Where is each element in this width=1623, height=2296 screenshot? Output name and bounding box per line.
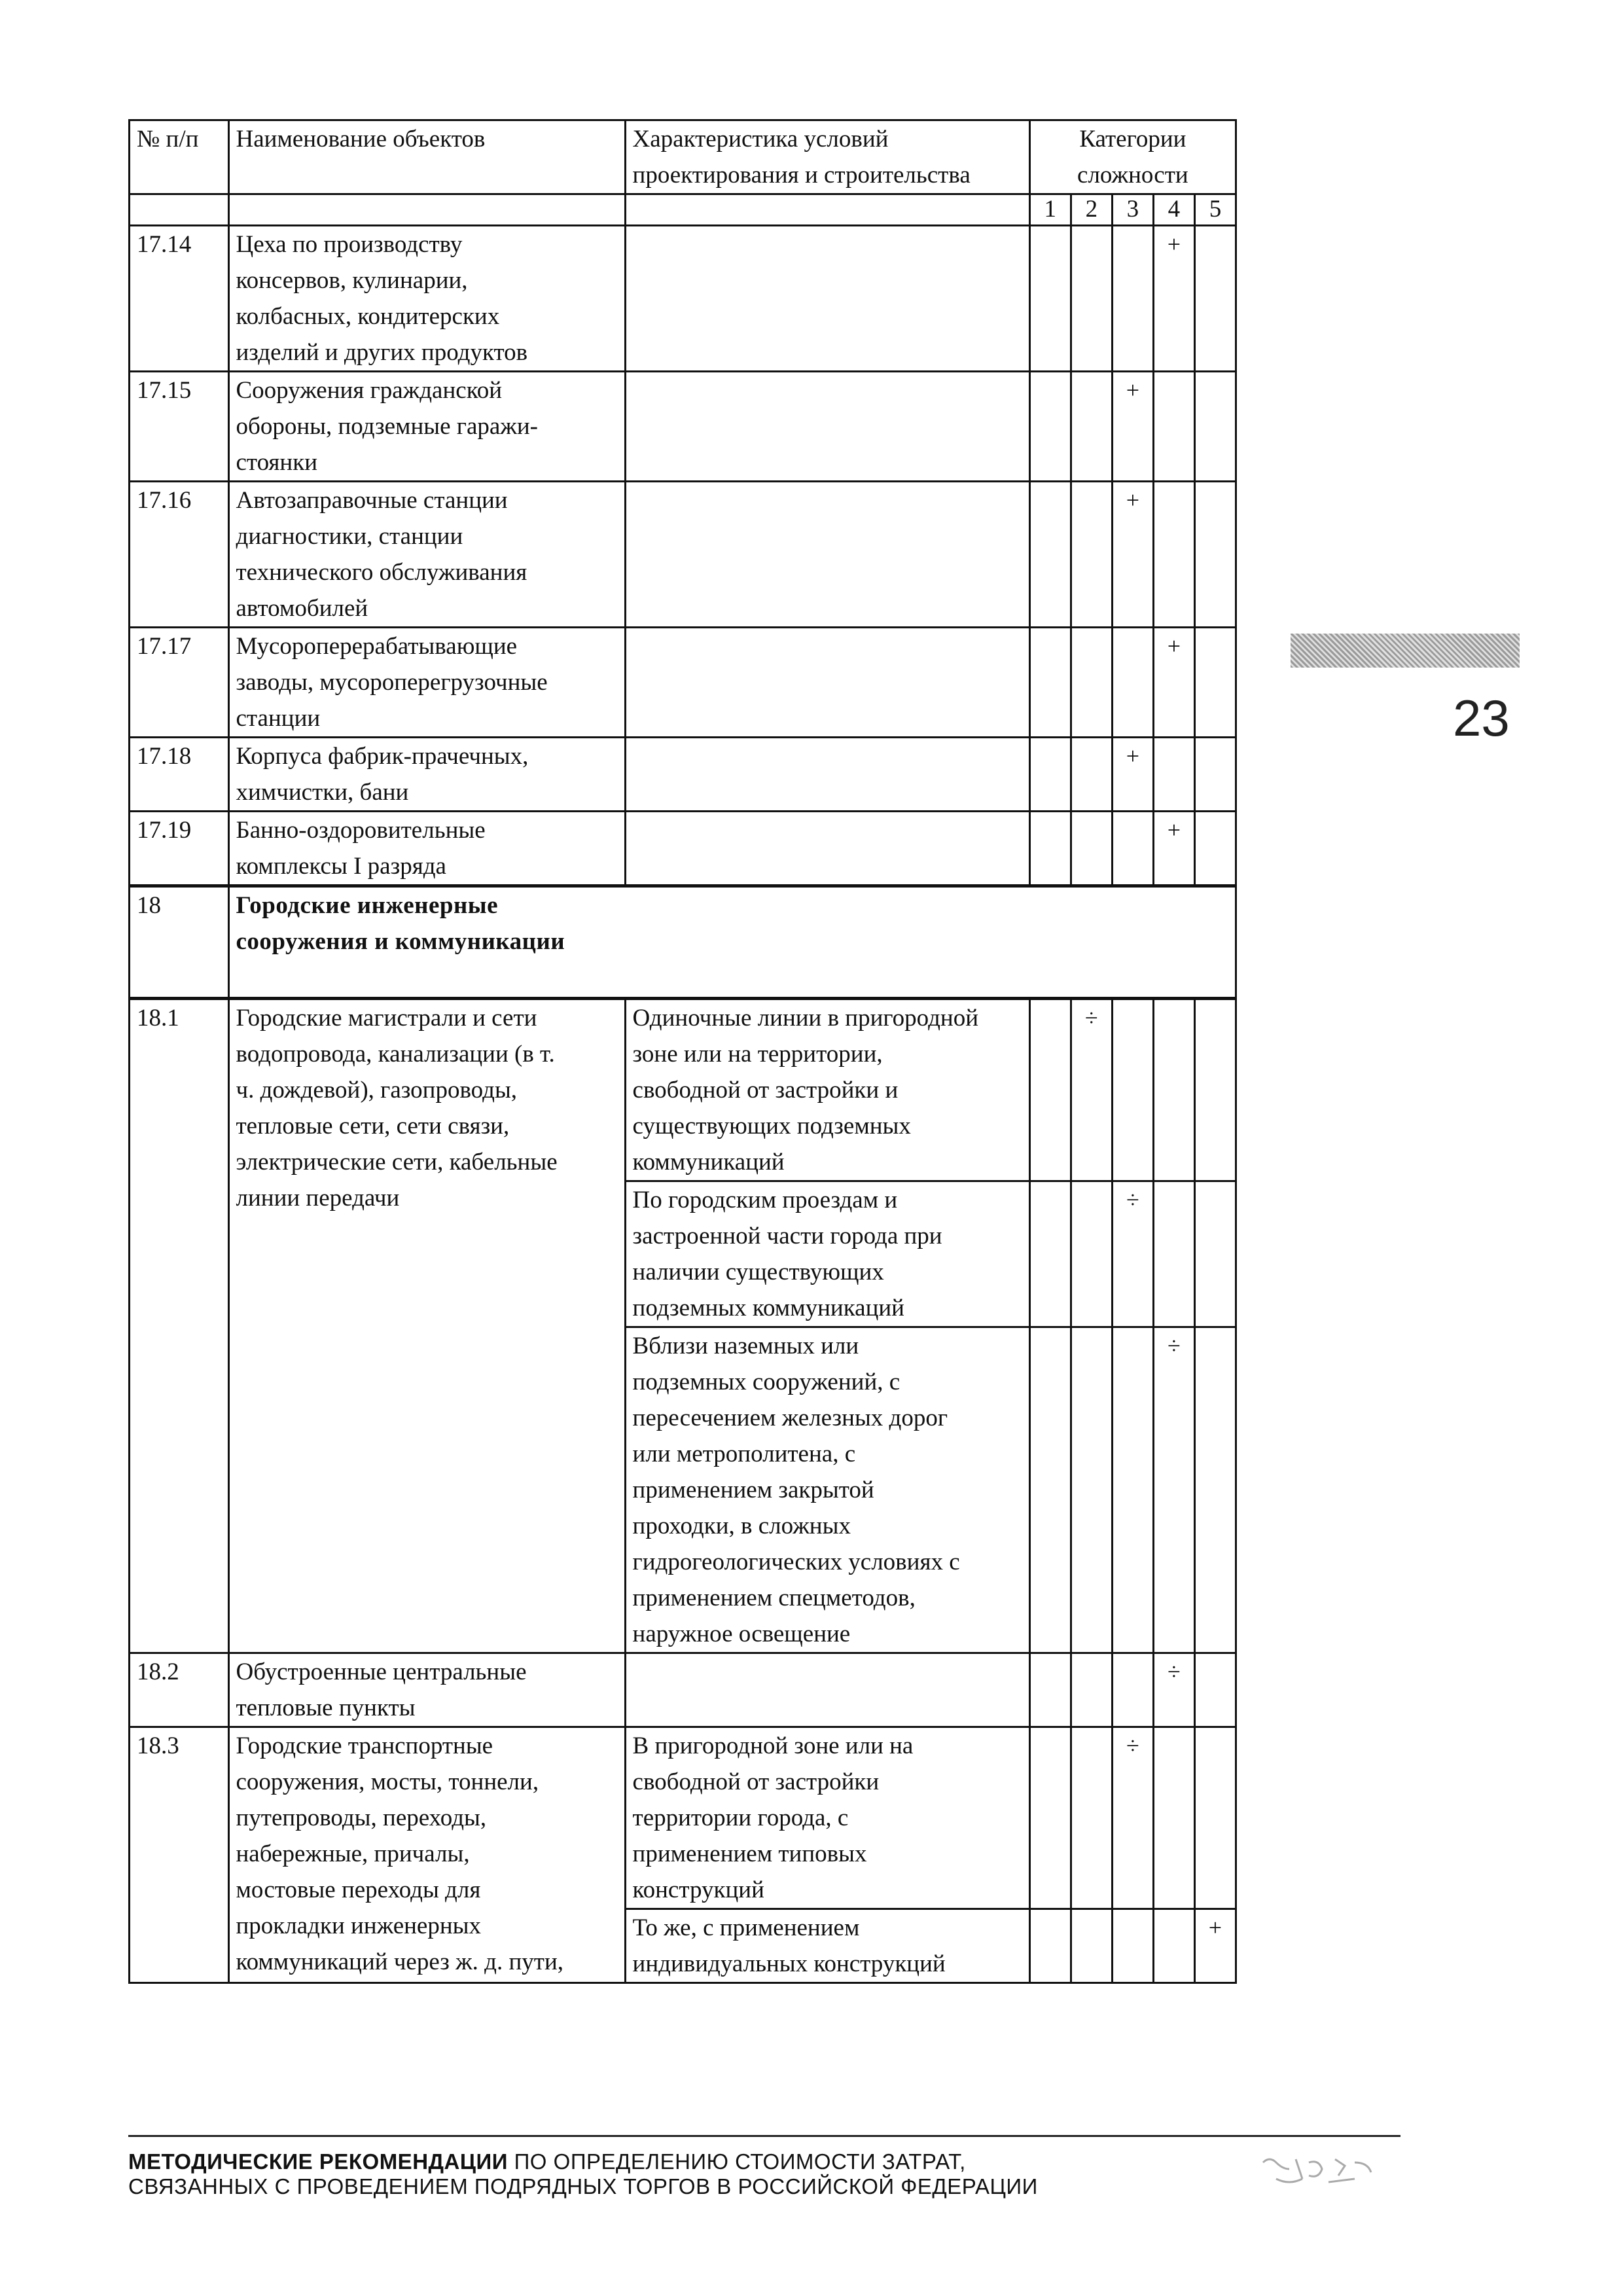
- row-num: 17.15: [130, 372, 229, 482]
- header-categories: Категории сложности: [1029, 120, 1236, 194]
- row-condition: Одиночные линии в пригородной зоне или на территории, свободной от застройки и существующих подземных коммуникаций: [625, 999, 1029, 1181]
- cat-number-4: 4: [1153, 194, 1194, 226]
- header-row: [130, 120, 1236, 194]
- row-num: 17.18: [130, 738, 229, 812]
- row-condition: [625, 226, 1029, 372]
- section-row: [130, 886, 1236, 999]
- row-num: 17.14: [130, 226, 229, 372]
- header-conditions: Характеристика условий проектирования и строительства: [625, 120, 1029, 194]
- category-mark: +: [1167, 231, 1181, 257]
- table-row: [130, 628, 1236, 738]
- header-name: Наименование объектов: [228, 120, 625, 194]
- row-condition: В пригородной зоне или на свободной от застройки территории города, с применением типовых конструкций: [625, 1727, 1029, 1909]
- header-num: № п/п: [130, 120, 229, 194]
- category-mark: +: [1208, 1914, 1222, 1941]
- side-tab-bar: [1291, 634, 1520, 668]
- table-row: [130, 226, 1236, 372]
- row-num: 17.19: [130, 812, 229, 886]
- cat-number-2: 2: [1071, 194, 1112, 226]
- category-mark: ÷: [1126, 1732, 1139, 1759]
- row-condition: Вблизи наземных или подземных сооружений, с пересечением железных дорог или метрополитена, с применением закрытой проходки, в сложных гидрогеологических условиях с применением спецметодов, наружное освещение: [625, 1327, 1029, 1653]
- footer-line-2: СВЯЗАННЫХ С ПРОВЕДЕНИЕМ ПОДРЯДНЫХ ТОРГОВ В РОССИЙСКОЙ ФЕДЕРАЦИИ: [128, 2174, 1038, 2198]
- row-condition: [625, 372, 1029, 482]
- row-condition: [625, 482, 1029, 628]
- row-condition: По городским проездам и застроенной части города при наличии существующих подземных коммуникаций: [625, 1181, 1029, 1327]
- table-row: [130, 372, 1236, 482]
- footer-line-1-rest: ПО ОПРЕДЕЛЕНИЮ СТОИМОСТИ ЗАТРАТ,: [507, 2149, 966, 2174]
- table-row: [130, 1653, 1236, 1727]
- row-condition: [625, 1653, 1029, 1727]
- row-condition: То же, с применением индивидуальных конструкций: [625, 1909, 1029, 1983]
- table-row: [130, 482, 1236, 628]
- stamp-mark: [1257, 2149, 1387, 2195]
- row-num: 18.1: [130, 999, 229, 1653]
- category-mark: +: [1126, 487, 1139, 513]
- category-mark: +: [1167, 633, 1181, 659]
- row-name: Банно-оздоровительные комплексы I разряда: [228, 812, 625, 886]
- row-name: Мусороперерабатывающие заводы, мусороперегрузочные станции: [228, 628, 625, 738]
- header-numbers-row: [130, 194, 1236, 226]
- complexity-table: [128, 119, 1237, 1984]
- category-mark: ÷: [1126, 1187, 1139, 1213]
- section-title: Городские инженерные сооружения и коммуникации: [228, 886, 1236, 999]
- footer-rule: [128, 2135, 1400, 2137]
- category-mark: +: [1167, 817, 1181, 843]
- row-condition: [625, 628, 1029, 738]
- category-mark: ÷: [1167, 1333, 1181, 1359]
- table-row: [130, 999, 1236, 1181]
- row-condition: [625, 738, 1029, 812]
- section-num: 18: [130, 886, 229, 999]
- footer-bold: МЕТОДИЧЕСКИЕ РЕКОМЕНДАЦИИ: [128, 2149, 508, 2174]
- row-name: Корпуса фабрик-прачечных, химчистки, бани: [228, 738, 625, 812]
- row-name: Цеха по производству консервов, кулинарии, колбасных, кондитерских изделий и других продуктов: [228, 226, 625, 372]
- table-row: [130, 738, 1236, 812]
- cat-number-3: 3: [1112, 194, 1153, 226]
- table-row: [130, 1727, 1236, 1909]
- footer: [128, 2149, 1038, 2199]
- category-mark: +: [1126, 377, 1139, 403]
- row-name: Городские магистрали и сети водопровода, канализации (в т. ч. дождевой), газопроводы, тепловые сети, сети связи, электрические сети, кабельные линии передачи: [228, 999, 625, 1653]
- page-number: 23: [1453, 689, 1510, 747]
- category-mark: ÷: [1084, 1005, 1098, 1031]
- footer-line-1: [128, 2149, 1038, 2174]
- category-mark: ÷: [1167, 1659, 1181, 1685]
- table-row: [130, 812, 1236, 886]
- row-num: 18.2: [130, 1653, 229, 1727]
- row-name: Автозаправочные станции диагностики, станции технического обслуживания автомобилей: [228, 482, 625, 628]
- row-name: Сооружения гражданской обороны, подземные гаражи- стоянки: [228, 372, 625, 482]
- row-name: Городские транспортные сооружения, мосты, тоннели, путепроводы, переходы, набережные, причалы, мостовые переходы для прокладки инженерных коммуникаций через ж. д. пути,: [228, 1727, 625, 1983]
- row-num: 17.16: [130, 482, 229, 628]
- cat-number-5: 5: [1194, 194, 1236, 226]
- category-mark: +: [1126, 743, 1139, 769]
- cat-number-1: 1: [1029, 194, 1071, 226]
- row-num: 17.17: [130, 628, 229, 738]
- row-condition: [625, 812, 1029, 886]
- row-name: Обустроенные центральные тепловые пункты: [228, 1653, 625, 1727]
- row-num: 18.3: [130, 1727, 229, 1983]
